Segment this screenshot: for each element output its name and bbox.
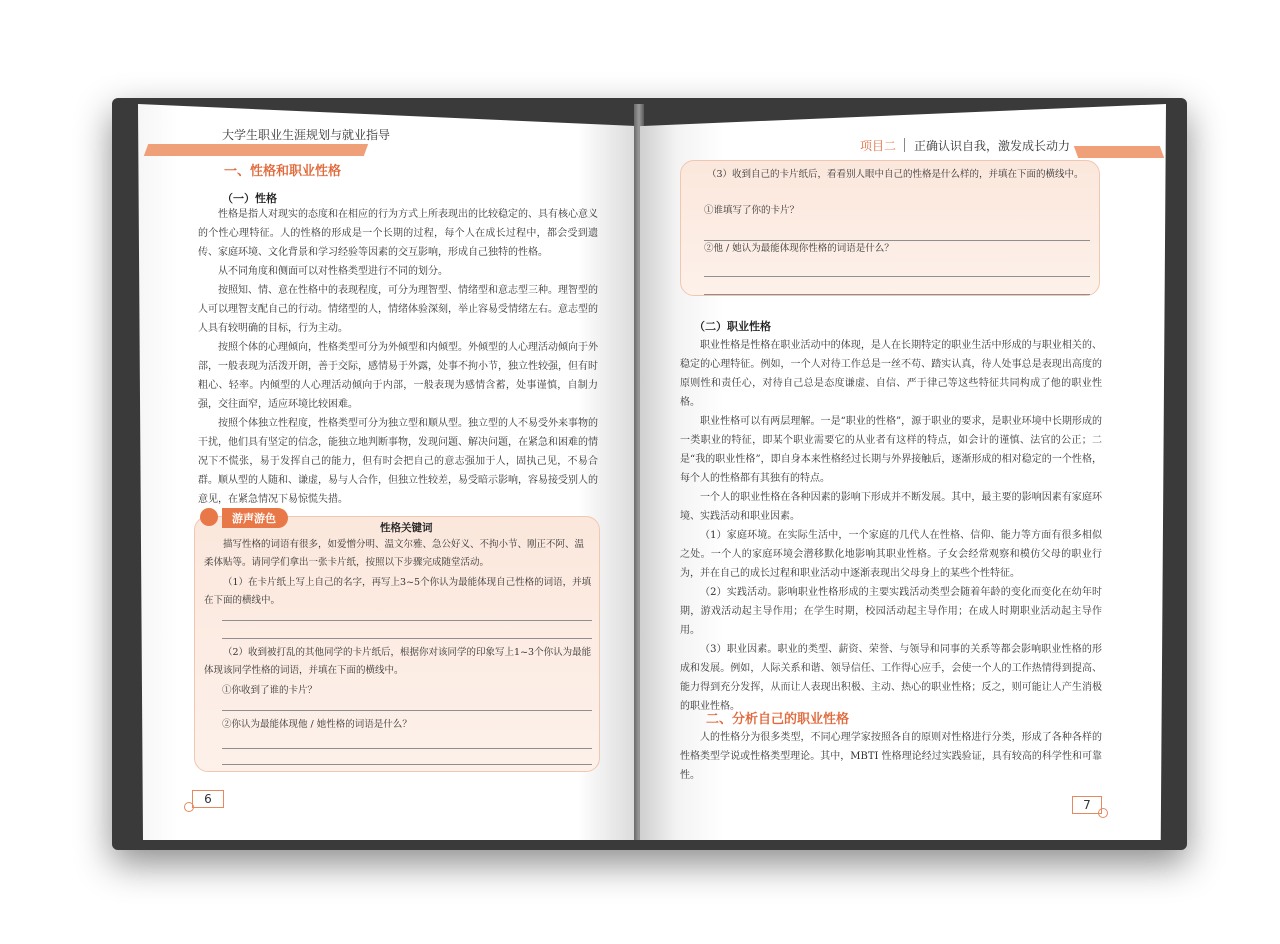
page-number-right: 7 xyxy=(1072,796,1102,814)
section-title-2: 二、分析自己的职业性格 xyxy=(706,712,850,727)
paragraph: 一个人的职业性格在各种因素的影响下形成并不断发展。其中，最主要的影响因素有家庭环境、实践活动和职业因素。 xyxy=(680,492,1102,522)
subsection-title-1: （一）性格 xyxy=(222,192,277,205)
activity-question-1: ①你收到了谁的卡片？ xyxy=(222,685,318,696)
page-number-left: 6 xyxy=(192,790,224,808)
paragraph: 人的性格分为很多类型，不同心理学家按照各自的原则对性格进行分类，形成了各种各样的性格类型学说或性格类型理论。其中，MBTI 性格理论经过实践验证，具有较高的科学性和可靠性。 xyxy=(680,732,1102,781)
magnifier-icon xyxy=(184,802,194,812)
activity-intro: 描写性格的词语有很多，如爱憎分明、温文尔雅、急公好义、不拘小节、刚正不阿、温柔体贴等。请同学们拿出一张卡片纸，按照以下步骤完成随堂活动。 xyxy=(204,539,585,568)
activity-question-4: ②他 / 她认为最能体现你性格的词语是什么？ xyxy=(704,243,894,254)
section-title-1: 一、性格和职业性格 xyxy=(224,164,342,179)
answer-line[interactable] xyxy=(704,276,1090,277)
paragraph: 按照个体的心理倾向，性格类型可分为外倾型和内倾型。外倾型的人心理活动倾向于外部，一般表现为活泼开朗，善于交际，感情易于外露，处事不拘小节，独立性较强，但有时粗心、轻率。内倾型的人心理活动倾向于内部，一般表现为感情含蓄，处事谨慎，自制力强，交往面窄，适应环境比较困难。 xyxy=(198,342,598,410)
paragraph: 从不同角度和侧面可以对性格类型进行不同的划分。 xyxy=(218,266,448,277)
activity-question-2: ②你认为最能体现他 / 她性格的词语是什么？ xyxy=(222,719,412,730)
answer-line[interactable] xyxy=(222,638,592,639)
right-body-text-2 xyxy=(680,728,1102,785)
left-body-text xyxy=(198,205,598,509)
right-body-text xyxy=(680,336,1102,716)
paragraph: 性格是指人对现实的态度和在相应的行为方式上所表现出的比较稳定的、具有核心意义的个性心理特征。人的性格的形成是一个长期的过程，每个人在成长过程中，都会受到遗传、家庭环境、文化背景和学习经验等因素的交互影响，形成自己独特的性格。 xyxy=(198,209,598,258)
activity-step-3: （3）收到自己的卡片纸后，看看别人眼中自己的性格是什么样的，并填在下面的横线中。 xyxy=(707,169,1084,180)
activity-title: 性格关键词 xyxy=(380,522,433,534)
activity-question-3: ①谁填写了你的卡片？ xyxy=(704,205,800,216)
answer-line[interactable] xyxy=(222,710,592,711)
answer-line[interactable] xyxy=(222,748,592,749)
answer-line[interactable] xyxy=(222,764,592,765)
subsection-title-2: （二）职业性格 xyxy=(694,320,771,333)
paragraph: 职业性格可以有两层理解。一是“职业的性格”，源于职业的要求，是职业环境中长期形成的一类职业的特征，即某个职业需要它的从业者有这样的特点，如会计的谨慎、法官的公正；二是“我的职业性格”，即自身本来性格经过长期与外界接触后，逐渐形成的相对稳定的一个性格，每个人的性格都有其独有的特点。 xyxy=(680,416,1102,484)
paragraph: 按照知、情、意在性格中的表现程度，可分为理智型、情绪型和意志型三种。理智型的人可以理智支配自己的行动。情绪型的人，情绪体验深刻，举止容易受情绪左右。意志型的人具有较明确的目标，行为主动。 xyxy=(198,285,598,334)
header-bar-left xyxy=(144,144,368,156)
paragraph: 按照个体独立性程度，性格类型可分为独立型和顺从型。独立型的人不易受外来事物的干扰，他们具有坚定的信念，能独立地判断事物，发现问题、解决问题，在紧急和困难的情况下不慌张，易于发挥自己的能力，但有时会把自己的意志强加于人，固执己见，不易合群。顺从型的人随和、谦虚，易与人合作，但独立性较差，易受暗示影响，容易接受别人的意见，在紧急情况下易惊慌失措。 xyxy=(198,418,598,505)
magnifier-icon xyxy=(1098,808,1108,818)
chat-icon xyxy=(200,508,218,526)
paragraph: （1）家庭环境。在实际生活中，一个家庭的几代人在性格、信仰、能力等方面有很多相似之处。一个人的家庭环境会潜移默化地影响其职业性格。子女会经常观察和模仿父母的职业行为，并在自己的成长过程和职业活动中逐渐表现出父母身上的某些个性特征。 xyxy=(680,530,1102,579)
paragraph: （2）实践活动。影响职业性格形成的主要实践活动类型会随着年龄的变化而变化在幼年时期，游戏活动起主导作用；在学生时期，校园活动起主导作用；在成人时期职业活动起主导作用。 xyxy=(680,587,1102,636)
header-bar-right xyxy=(1074,146,1164,158)
paragraph: 职业性格是性格在职业活动中的体现，是人在长期特定的职业生活中形成的与职业相关的、稳定的心理特征。例如，一个人对待工作总是一丝不苟、踏实认真，待人处事总是表现出高度的原则性和责任心，对待自己总是态度谦虚、自信、严于律己等这些特征共同构成了他的职业性格。 xyxy=(680,340,1102,408)
running-header-project: 项目二 xyxy=(860,139,897,153)
answer-line[interactable] xyxy=(222,620,592,621)
running-header-left: 大学生职业生涯规划与就业指导 xyxy=(222,128,391,142)
activity-step-2: （2）收到被打乱的其他同学的卡片纸后，根据你对该同学的印象写上1~3个你认为最能体现该同学性格的词语，并填在下面的横线中。 xyxy=(204,647,592,676)
activity-step-1: （1）在卡片纸上写上自己的名字，再写上3~5个你认为最能体现自己性格的词语，并填在下面的横线中。 xyxy=(204,577,592,606)
answer-line[interactable] xyxy=(704,294,1090,295)
header-divider xyxy=(904,138,905,152)
paragraph: （3）职业因素。职业的类型、薪资、荣誉、与领导和同事的关系等都会影响职业性格的形成和发展。例如，人际关系和谐、领导信任、工作得心应手，会使一个人的工作热情得到提高、能力得到充分发挥，从而让人表现出积极、主动、热心的职业性格；反之，则可能让人产生消极的职业性格。 xyxy=(680,644,1102,712)
running-header-right: 正确认识自我，激发成长动力 xyxy=(914,139,1071,153)
activity-badge: 游声游色 xyxy=(222,508,288,528)
